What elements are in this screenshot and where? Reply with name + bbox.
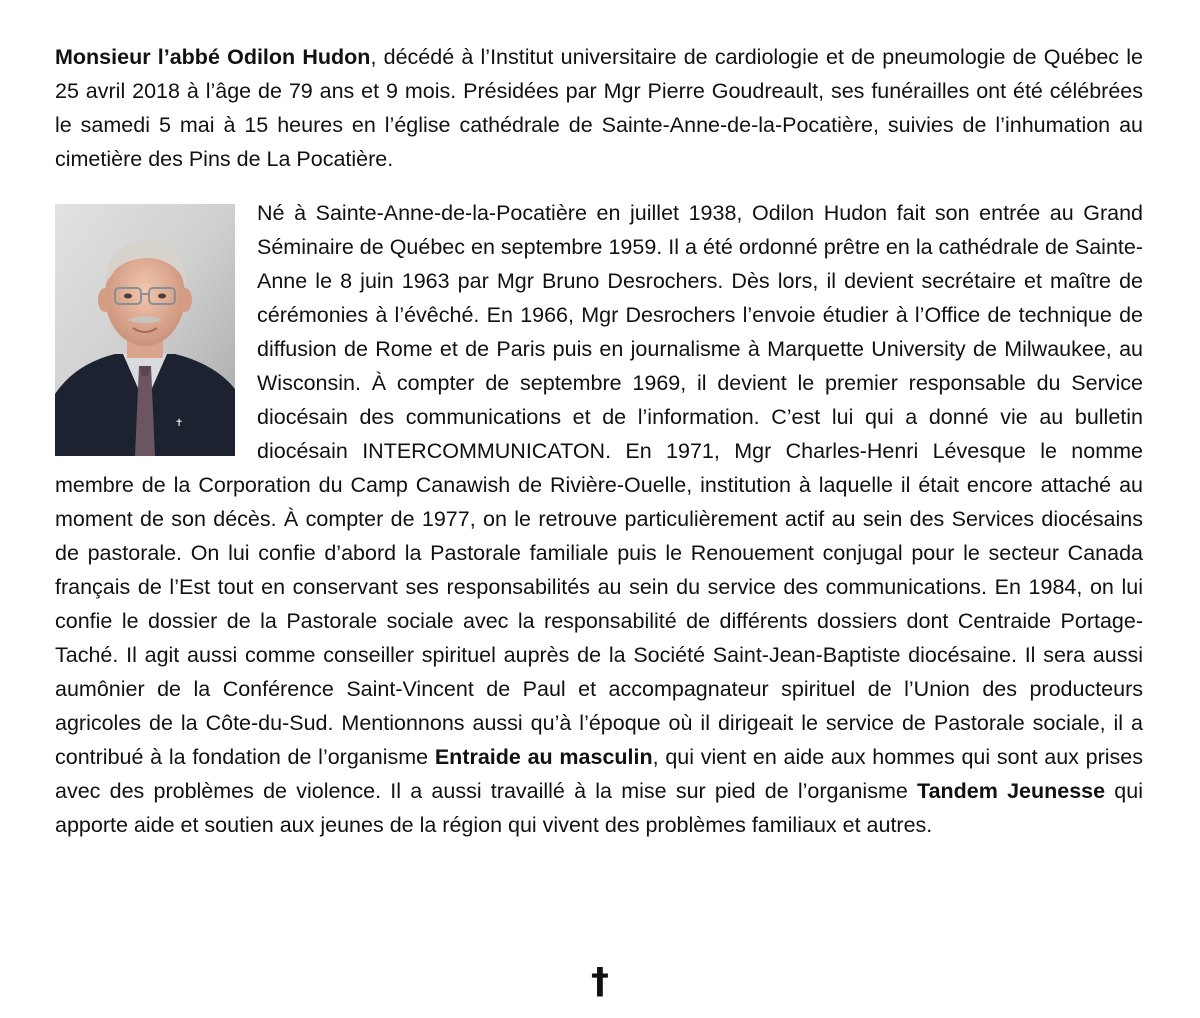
organization-entraide: Entraide au masculin — [434, 745, 653, 769]
intro-text: , décédé à l’Institut universitaire de cardiologie et de pneumologie de Québec le 25 avril 2018 à l’âge de 79 ans et 9 mois. Présidées par Mgr Pierre Goudreault, ses funérailles ont été célébrées le samedi 5 mai à 15 heures en l’église cathédrale de Sainte-Anne-de-la-Pocatière, suivies de l’inhumation au cimetière des Pins de La Pocatière. — [55, 45, 1143, 171]
portrait-illustration — [55, 204, 235, 456]
intro-paragraph — [55, 40, 1143, 176]
biography-text-3: qui apporte aide et soutien aux jeunes de la région qui vivent des problèmes familiaux et autres. — [55, 779, 1143, 837]
deceased-name: Monsieur l’abbé Odilon Hudon — [55, 45, 371, 69]
organization-tandem: Tandem Jeunesse — [917, 779, 1106, 803]
biography-text-1: Né à Sainte-Anne-de-la-Pocatière en juillet 1938, Odilon Hudon fait son entrée au Grand Séminaire de Québec en septembre 1959. Il a été ordonné prêtre en la cathédrale de Sainte-Anne le 8 juin 1963 par Mgr Bruno Desrochers. Dès lors, il devient secrétaire et maître de cérémonies à l’évêché. En 1966, Mgr Desrochers l’envoie étudier à l’Office de technique de diffusion de Rome et de Paris puis en journalisme à Marquette University de Milwaukee, au Wisconsin. À compter de septembre 1969, il devient le premier responsable du Service diocésain des communications et de l’information. C’est lui qui a donné vie au bulletin diocésain INTERCOMMUNICATON. En 1971, Mgr Charles-Henri Lévesque le nomme membre de la Corporation du Camp Canawish de Rivière-Ouelle, institution à laquelle il était encore attaché au moment de son décès. À compter de 1977, on le retrouve particulièrement actif au sein des Services diocésains de pastorale. On lui confie d’abord la Pastorale familiale puis le Renouement conjugal pour le secteur Canada français de l’Est tout en conservant ses responsabilités au sein du service des communications. En 1984, on lui confie le dossier de la Pastorale sociale avec la responsabilité de différents dossiers dont Centraide Portage-Taché. Il agit aussi comme conseiller spirituel auprès de la Société Saint-Jean-Baptiste diocésaine. Il sera aussi aumônier de la Conférence Saint-Vincent de Paul et accompagnateur spirituel de l’Union des producteurs agricoles de la Côte-du-Sud. Mentionnons aussi qu’à l’époque où il dirigeait le service de Pastorale sociale, il a contribué à la fondation de l’organisme — [55, 201, 1143, 769]
portrait-photo — [55, 204, 235, 456]
svg-text:✝: ✝ — [175, 418, 184, 429]
obituary-page — [55, 40, 1143, 842]
cross-icon: † — [591, 961, 609, 1002]
biography-text-2: , qui vient en aide aux hommes qui sont aux prises avec des problèmes de violence. Il a aussi travaillé à la mise sur pied de l’organisme — [55, 745, 1144, 803]
